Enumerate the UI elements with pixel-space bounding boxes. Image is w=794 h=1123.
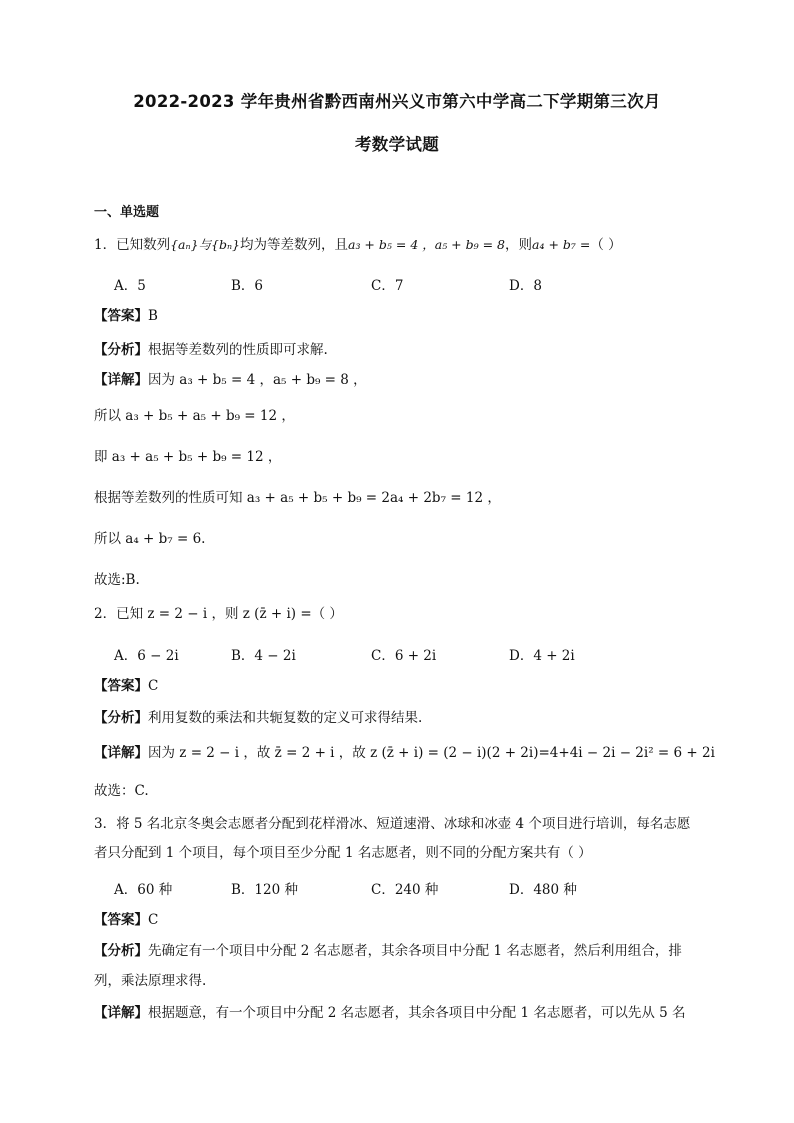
q3-option-a: A．60 种: [114, 882, 173, 898]
doc-title-line1: 2022-2023 学年贵州省黔西南州兴义市第六中学高二下学期第三次月: [133, 92, 661, 111]
q2-option-a: A．6 − 2i: [114, 648, 179, 664]
q1-option-d: D．8: [509, 278, 542, 294]
q1-detail-line5: 所以 a₄ + b₇ = 6.: [94, 531, 206, 547]
q1-detail: [94, 371, 714, 389]
q2-analysis: [94, 709, 714, 727]
q1-analysis-tag: 【分析】: [94, 342, 148, 358]
q3-stem-line1: 3．将 5 名北京冬奥会志愿者分配到花样滑冰、短道速滑、冰球和冰壶 4 个项目进行培训，每名志愿: [94, 816, 691, 832]
q2-conclusion: 故选：C.: [94, 783, 149, 799]
q3-option-d: D．480 种: [509, 882, 577, 898]
q1-option-b: B．6: [231, 278, 264, 294]
q2-detail-text: 因为 z = 2 − i ，故 z̄ = 2 + i ，故 z (z̄ + i) = (2 − i)(2 + 2i)=4+4i − 2i − 2i² = 6 + 2i: [148, 745, 715, 761]
q2-option-c: C．6 + 2i: [371, 648, 437, 664]
q2-answer-tag: 【答案】: [94, 678, 148, 694]
q1-detail-line2: 所以 a₃ + b₅ + a₅ + b₉ = 12 ，: [94, 408, 295, 424]
q2-answer: [94, 677, 714, 695]
q1-conclusion: 故选:B.: [94, 572, 140, 588]
q1-stem-seq: {aₙ}与{bₙ}: [170, 237, 240, 252]
q3-detail: [94, 1004, 714, 1022]
q1-detail-line4: 根据等差数列的性质可知 a₃ + a₅ + b₅ + b₉ = 2a₄ + 2b₇ = 12 ，: [94, 490, 501, 506]
q2-answer-value: C: [148, 678, 159, 694]
q1-stem-d: （ ）: [590, 237, 622, 253]
q3-option-c: C．240 种: [371, 882, 439, 898]
q1-option-a: A．5: [114, 278, 146, 294]
q1-analysis: [94, 341, 714, 359]
q2-detail: [94, 744, 714, 762]
q3-analysis-line2: 列，乘法原理求得.: [94, 973, 207, 989]
q1-answer-value: B: [148, 308, 158, 324]
q1-stem-eq: a₃ + b₅ = 4 ，a₅ + b₉ = 8: [348, 237, 506, 252]
q1-stem: [94, 236, 714, 254]
section-heading: 一、单选题: [94, 205, 160, 220]
q2-analysis-text: 利用复数的乘法和共轭复数的定义可求得结果.: [148, 710, 423, 726]
q1-stem-ask: a₄ + b₇ =: [532, 237, 591, 252]
q1-answer-tag: 【答案】: [94, 308, 148, 324]
q1-option-c: C．7: [371, 278, 404, 294]
q3-detail-line1: 根据题意，有一个项目中分配 2 名志愿者，其余各项目中分配 1 名志愿者，可以先从 5 名: [148, 1005, 686, 1021]
q1-detail-line3: 即 a₃ + a₅ + b₅ + b₉ = 12 ，: [94, 449, 282, 465]
q3-detail-tag: 【详解】: [94, 1005, 148, 1021]
q1-analysis-text: 根据等差数列的性质即可求解.: [148, 342, 328, 358]
q3-option-b: B．120 种: [231, 882, 298, 898]
q1-stem-c: ，则: [505, 237, 533, 253]
q3-answer-tag: 【答案】: [94, 912, 148, 928]
q2-stem: 2．已知 z = 2 − i ，则 z (z̄ + i) =（ ）: [94, 606, 343, 622]
q3-analysis-line1: 先确定有一个项目中分配 2 名志愿者，其余各项目中分配 1 名志愿者，然后利用组合，排: [148, 943, 682, 959]
q1-detail-line1: 因为 a₃ + b₅ = 4 ，a₅ + b₉ = 8 ，: [148, 372, 367, 388]
q1-detail-tag: 【详解】: [94, 372, 148, 388]
doc-title-line2: 考数学试题: [355, 135, 439, 154]
q1-stem-b: 均为等差数列，且: [240, 237, 348, 253]
q2-detail-tag: 【详解】: [94, 745, 148, 761]
q3-stem-line2: 者只分配到 1 个项目，每个项目至少分配 1 名志愿者，则不同的分配方案共有（ ）: [94, 845, 592, 861]
q3-answer: [94, 911, 714, 929]
q3-answer-value: C: [148, 912, 159, 928]
q1-answer: [94, 307, 714, 325]
q2-option-d: D．4 + 2i: [509, 648, 575, 664]
q3-analysis-tag: 【分析】: [94, 943, 148, 959]
q3-analysis: [94, 942, 714, 960]
q2-option-b: B．4 − 2i: [231, 648, 296, 664]
q2-analysis-tag: 【分析】: [94, 710, 148, 726]
q1-stem-a: 1．已知数列: [94, 237, 171, 253]
